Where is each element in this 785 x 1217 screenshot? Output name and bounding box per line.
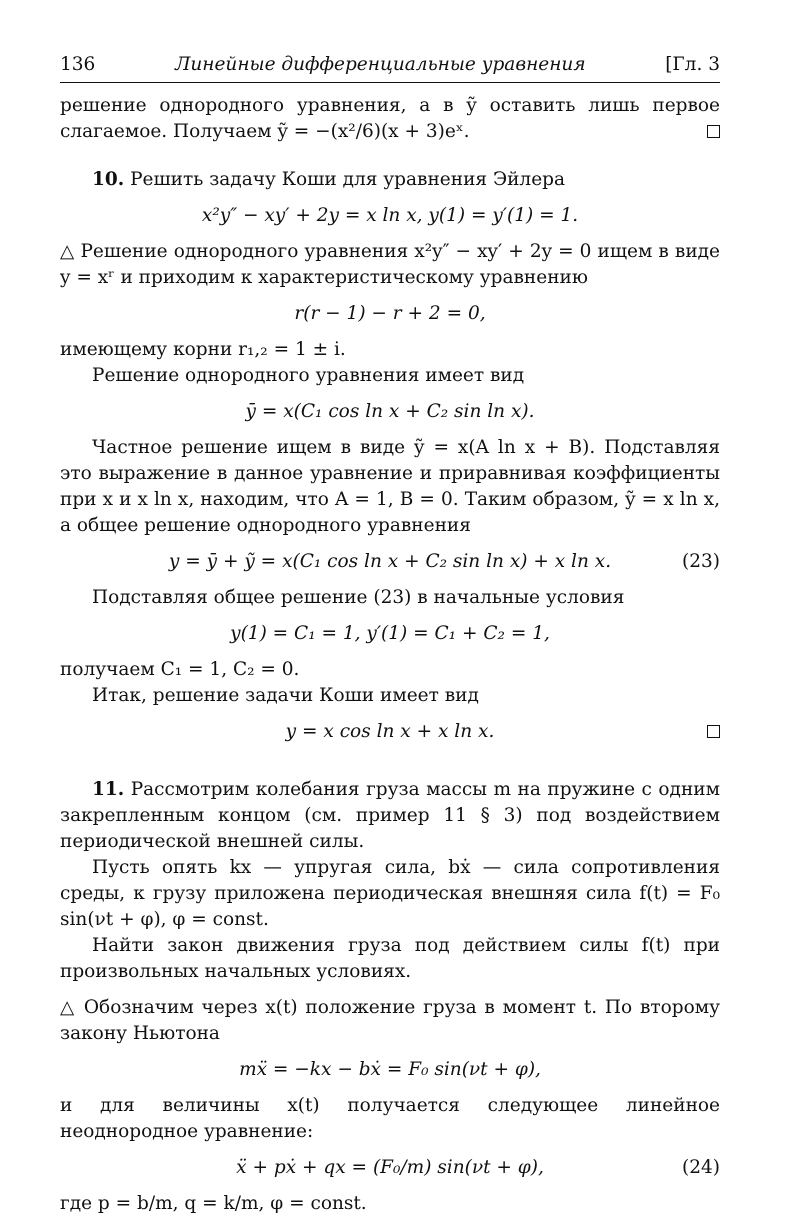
running-header [60,52,720,83]
equation-characteristic: r(r − 1) − r + 2 = 0, [294,303,486,324]
solution-10-para-7: Итак, решение задачи Коши имеет вид [92,685,479,706]
equation-newton: mẍ = −kx − bẋ = F₀ sin(νt + φ), [239,1059,541,1080]
solution-11-para-3: где p = b/m, q = k/m, φ = const. [60,1193,367,1214]
problem-11-statement: 11. Рассмотрим колебания груза массы m на пружине с одним закрепленным концом (см. пример 11 § 3) под воздействием периодической внешней силы. [60,779,720,852]
equation-23: y = ȳ + ỹ = x(C₁ cos ln x + C₂ sin ln x) + x ln x. (23) [60,549,720,575]
running-title: Линейные дифференциальные уравнения [174,54,586,75]
problem-10-number: 10. [92,169,125,190]
problem-11-number: 11. [92,779,125,800]
paragraph-intro: решение однородного уравнения, а в ỹ оставить лишь первое слагаемое. Получаем ỹ = −(x²/6)(x + 3)eˣ. [60,93,720,145]
solution-10-para-4: Частное решение ищем в виде ỹ = x(A ln x + B). Подставляя это выражение в данное уравнение и приравнивая коэффициенты при x и x ln x, находим, что A = 1, B = 0. Таким образом, ỹ = x ln x, а общее решение однородного уравнения [60,437,720,536]
qed-icon [707,119,720,145]
chapter-label: [Гл. 3 [665,54,720,75]
equation-euler: x²y″ − xy′ + 2y = x ln x, y(1) = y′(1) = 1. [201,205,579,226]
solution-10-para-2: имеющему корни r₁,₂ = 1 ± i. [60,339,346,360]
problem-11-para-3: Найти закон движения груза под действием силы f(t) при произвольных начальных условиях. [60,935,720,982]
solution-11-para-2: и для величины x(t) получается следующее линейное неоднородное уравнение: [60,1095,720,1142]
solution-10-para-5: Подставляя общее решение (23) в начальные условия [92,587,625,608]
page-number: 136 [60,54,96,75]
equation-23-number: (23) [682,551,720,572]
equation-homogeneous: ȳ = x(C₁ cos ln x + C₂ sin ln x). [245,401,535,422]
problem-11-para-2: Пусть опять kx — упругая сила, bẋ — сила сопротивления среды, к грузу приложена периодическая внешняя сила f(t) = F₀ sin(νt + φ), φ = const. [60,857,720,930]
equation-24-number: (24) [682,1157,720,1178]
solution-10-para-3: Решение однородного уравнения имеет вид [92,365,525,386]
equation-24: ẍ + pẋ + qx = (F₀/m) sin(νt + φ), (24) [60,1155,720,1181]
solution-11-para-1: △ Обозначим через x(t) положение груза в момент t. По второму закону Ньютона [60,997,720,1044]
equation-answer: y = x cos ln x + x ln x. [60,719,720,745]
solution-10-para-6: получаем C₁ = 1, C₂ = 0. [60,659,300,680]
problem-10-statement: 10. Решить задачу Коши для уравнения Эйлера [92,169,566,190]
equation-initial: y(1) = C₁ = 1, y′(1) = C₁ + C₂ = 1, [230,623,550,644]
qed-icon [707,719,720,745]
solution-10-para-1: △ Решение однородного уравнения x²y″ − xy′ + 2y = 0 ищем в виде y = xʳ и приходим к характеристическому уравнению [60,241,720,288]
page [60,52,720,1217]
